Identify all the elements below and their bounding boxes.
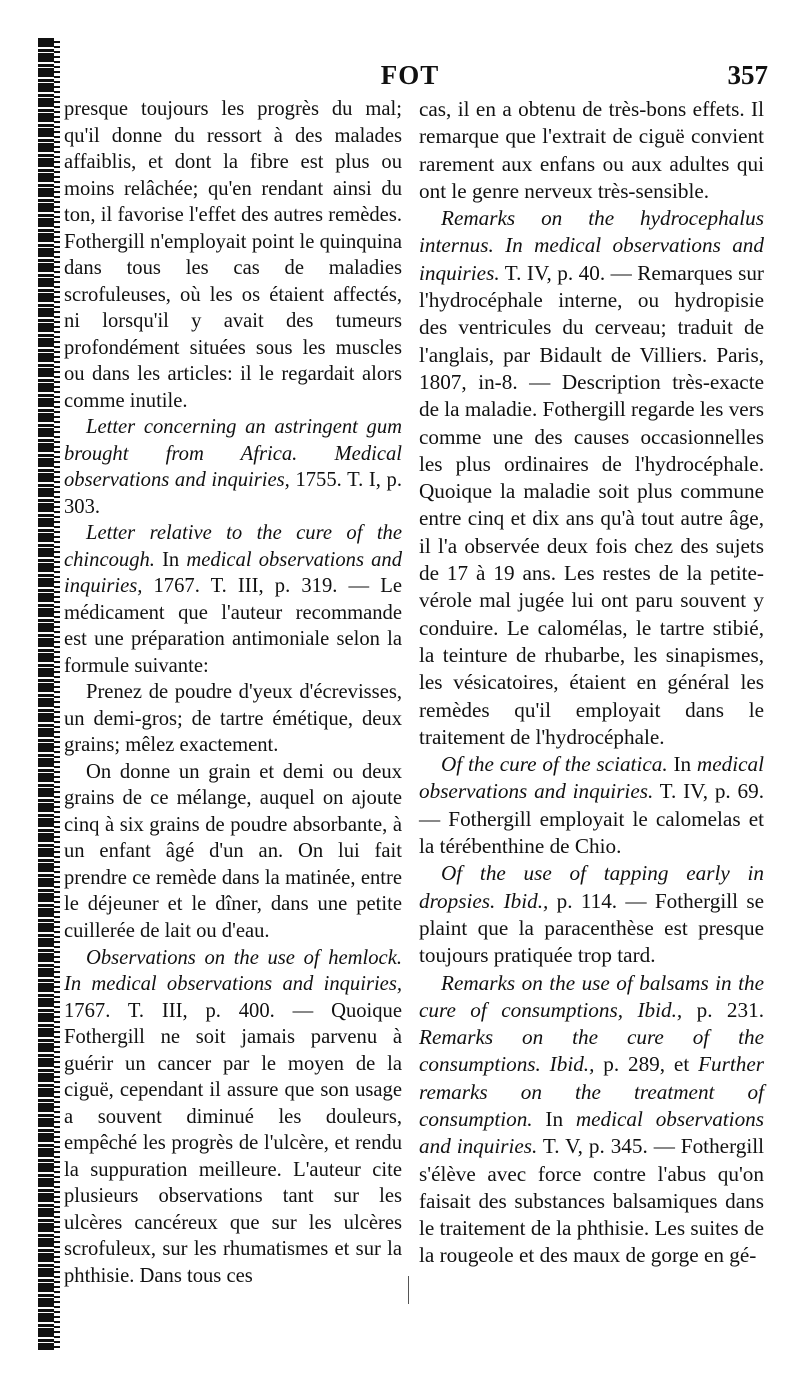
entry-text: 1767. T. III, p. 319. — Le médicament que l'auteur recommande est une préparation antimoniale selon la formule suivante: <box>64 575 402 677</box>
page-number: 357 <box>727 60 768 90</box>
entry-text: T. IV, p. 40. — Remarques sur l'hydrocéphale interne, ou hydropisie des ventricules du cerveau; traduit de l'anglais, par Bidault de Villiers. Paris, 1807, in-8. — Description très-exacte de la maladie. Fothergill regarde les vers comme une des causes occasionnelles les plus ordinaires de l'hydrocéphale. Quoique la maladie soit plus commune entre cinq et dix ans qu'à tout autre âge, il l'a observée deux fois chez des sujets de 17 à 19 ans. Les restes de la petite-vérole mal jugée lui ont paru souvent y conduire. Le calomélas, le tartre stibié, la teinture de rhubarbe, les sinapismes, les vésicatoires, étaient en général les remèdes qu'il employait dans le traitement de l'hydrocéphale. <box>419 260 764 749</box>
right-column <box>419 96 764 1270</box>
bibliography-entry <box>419 860 764 969</box>
running-title: FOT <box>380 60 440 90</box>
entry-title: medical observations and inquiries. <box>419 1106 764 1159</box>
entry-text: In <box>532 1106 576 1131</box>
entry-text: 1767. T. III, p. 400. — Quoique Fothergill ne soit jamais parvenu à guérir un cancer par le moyen de la ciguë, cependant il assure que son usage a souvent diminué les douleurs, empêché les progrès de l'ulcère, et rendu la suppuration meilleure. L'auteur cite plusieurs observations tant sur les ulcères cancéreux que sur les ulcères scrofuleux, sur les rhumatismes et sur la phthisie. Dans tous ces <box>64 999 402 1287</box>
column-divider-mark <box>408 1276 409 1304</box>
paragraph <box>64 96 402 414</box>
bibliography-entry <box>419 970 764 1270</box>
entry-text: In <box>667 752 697 777</box>
paragraph-text: cas, il en a obtenu de très-bons effets. Il remarque que l'extrait de ciguë convient rarement aux enfans ou aux adultes qui ont le genre nerveux très-sensible. <box>419 97 764 203</box>
entry-title: Letter concerning an astringent gum brought from Africa. Medical observations and inquiries, <box>64 416 402 492</box>
entry-text: p. 231. <box>682 997 764 1022</box>
paragraph-text: Prenez de poudre d'yeux d'écrevisses, un demi-gros; de tartre émétique, deux grains; mêlez exactement. <box>64 681 402 757</box>
paragraph <box>419 96 764 205</box>
paragraph-text: presque toujours les progrès du mal; qu'il donne du ressort à des malades affaiblis, et dont la fibre est plus ou moins relâchée; qu'en rendant ainsi du ton, il favorise l'effet des autres remèdes. Fothergill n'employait point le quinquina dans tous les cas de maladies scrofuleuses, où les os étaient affectés, ni lorsqu'il y avait des tumeurs profondément situées sous les muscles ou dans les articles: il le regardait alors comme inutile. <box>64 98 402 412</box>
entry-title: Of the cure of the sciatica. <box>441 752 668 777</box>
entry-text: In <box>154 548 187 571</box>
entry-title: Of the use of tapping early in dropsies. Ibid., <box>419 861 764 913</box>
page-header <box>60 60 780 100</box>
paragraph <box>64 759 402 945</box>
entry-text: 1755. T. I, p. 303. <box>64 469 402 518</box>
entry-text: p. 114. — Fothergill se plaint que la paracenthèse est presque toujours pratiquée trop tard. <box>419 888 764 968</box>
bibliography-entry <box>419 205 764 751</box>
bibliography-entry <box>419 751 764 860</box>
entry-title: medical observations and inquiries, <box>64 548 402 598</box>
entry-title: Letter relative to the cure of the chincough. <box>64 522 402 571</box>
entry-text: p. 289, et <box>594 1052 699 1077</box>
bibliography-entry <box>64 945 402 1290</box>
left-column <box>64 96 402 1289</box>
book-binding-edge <box>38 38 60 1350</box>
entry-title: medical observations and inquiries. <box>419 752 764 804</box>
entry-title: Remarks on the hydrocephalus internus. In medical observations and inquiries. <box>419 206 764 285</box>
entry-title: Remarks on the use of balsams in the cure of consumptions, Ibid., <box>419 970 764 1022</box>
entry-title: Observations on the use of hemlock. In medical observations and inquiries, <box>64 946 402 996</box>
entry-title: Further remarks on the treatment of consumption. <box>419 1052 764 1131</box>
entry-text: T. V, p. 345. — Fothergill s'élève avec force contre l'abus qu'on faisait des substances balsamiques dans le traitement de la phthisie. Les suites de la rougeole et des maux de gorge en gé- <box>419 1134 764 1268</box>
bibliography-entry <box>64 520 402 679</box>
bibliography-entry <box>64 414 402 520</box>
paragraph-text: On donne un grain et demi ou deux grains de ce mélange, auquel on ajoute cinq à six grains de poudre absorbante, à un enfant âgé d'un an. On lui fait prendre ce remède dans la matinée, entre le déjeuner et le dîner, dans une petite cuillerée de lait ou d'eau. <box>64 760 402 942</box>
entry-text: T. IV, p. 69. — Fothergill employait le calomelas et la térébenthine de Chio. <box>419 779 764 859</box>
entry-title: Remarks on the cure of the consumptions. Ibid., <box>419 1025 764 1077</box>
paragraph <box>64 679 402 759</box>
